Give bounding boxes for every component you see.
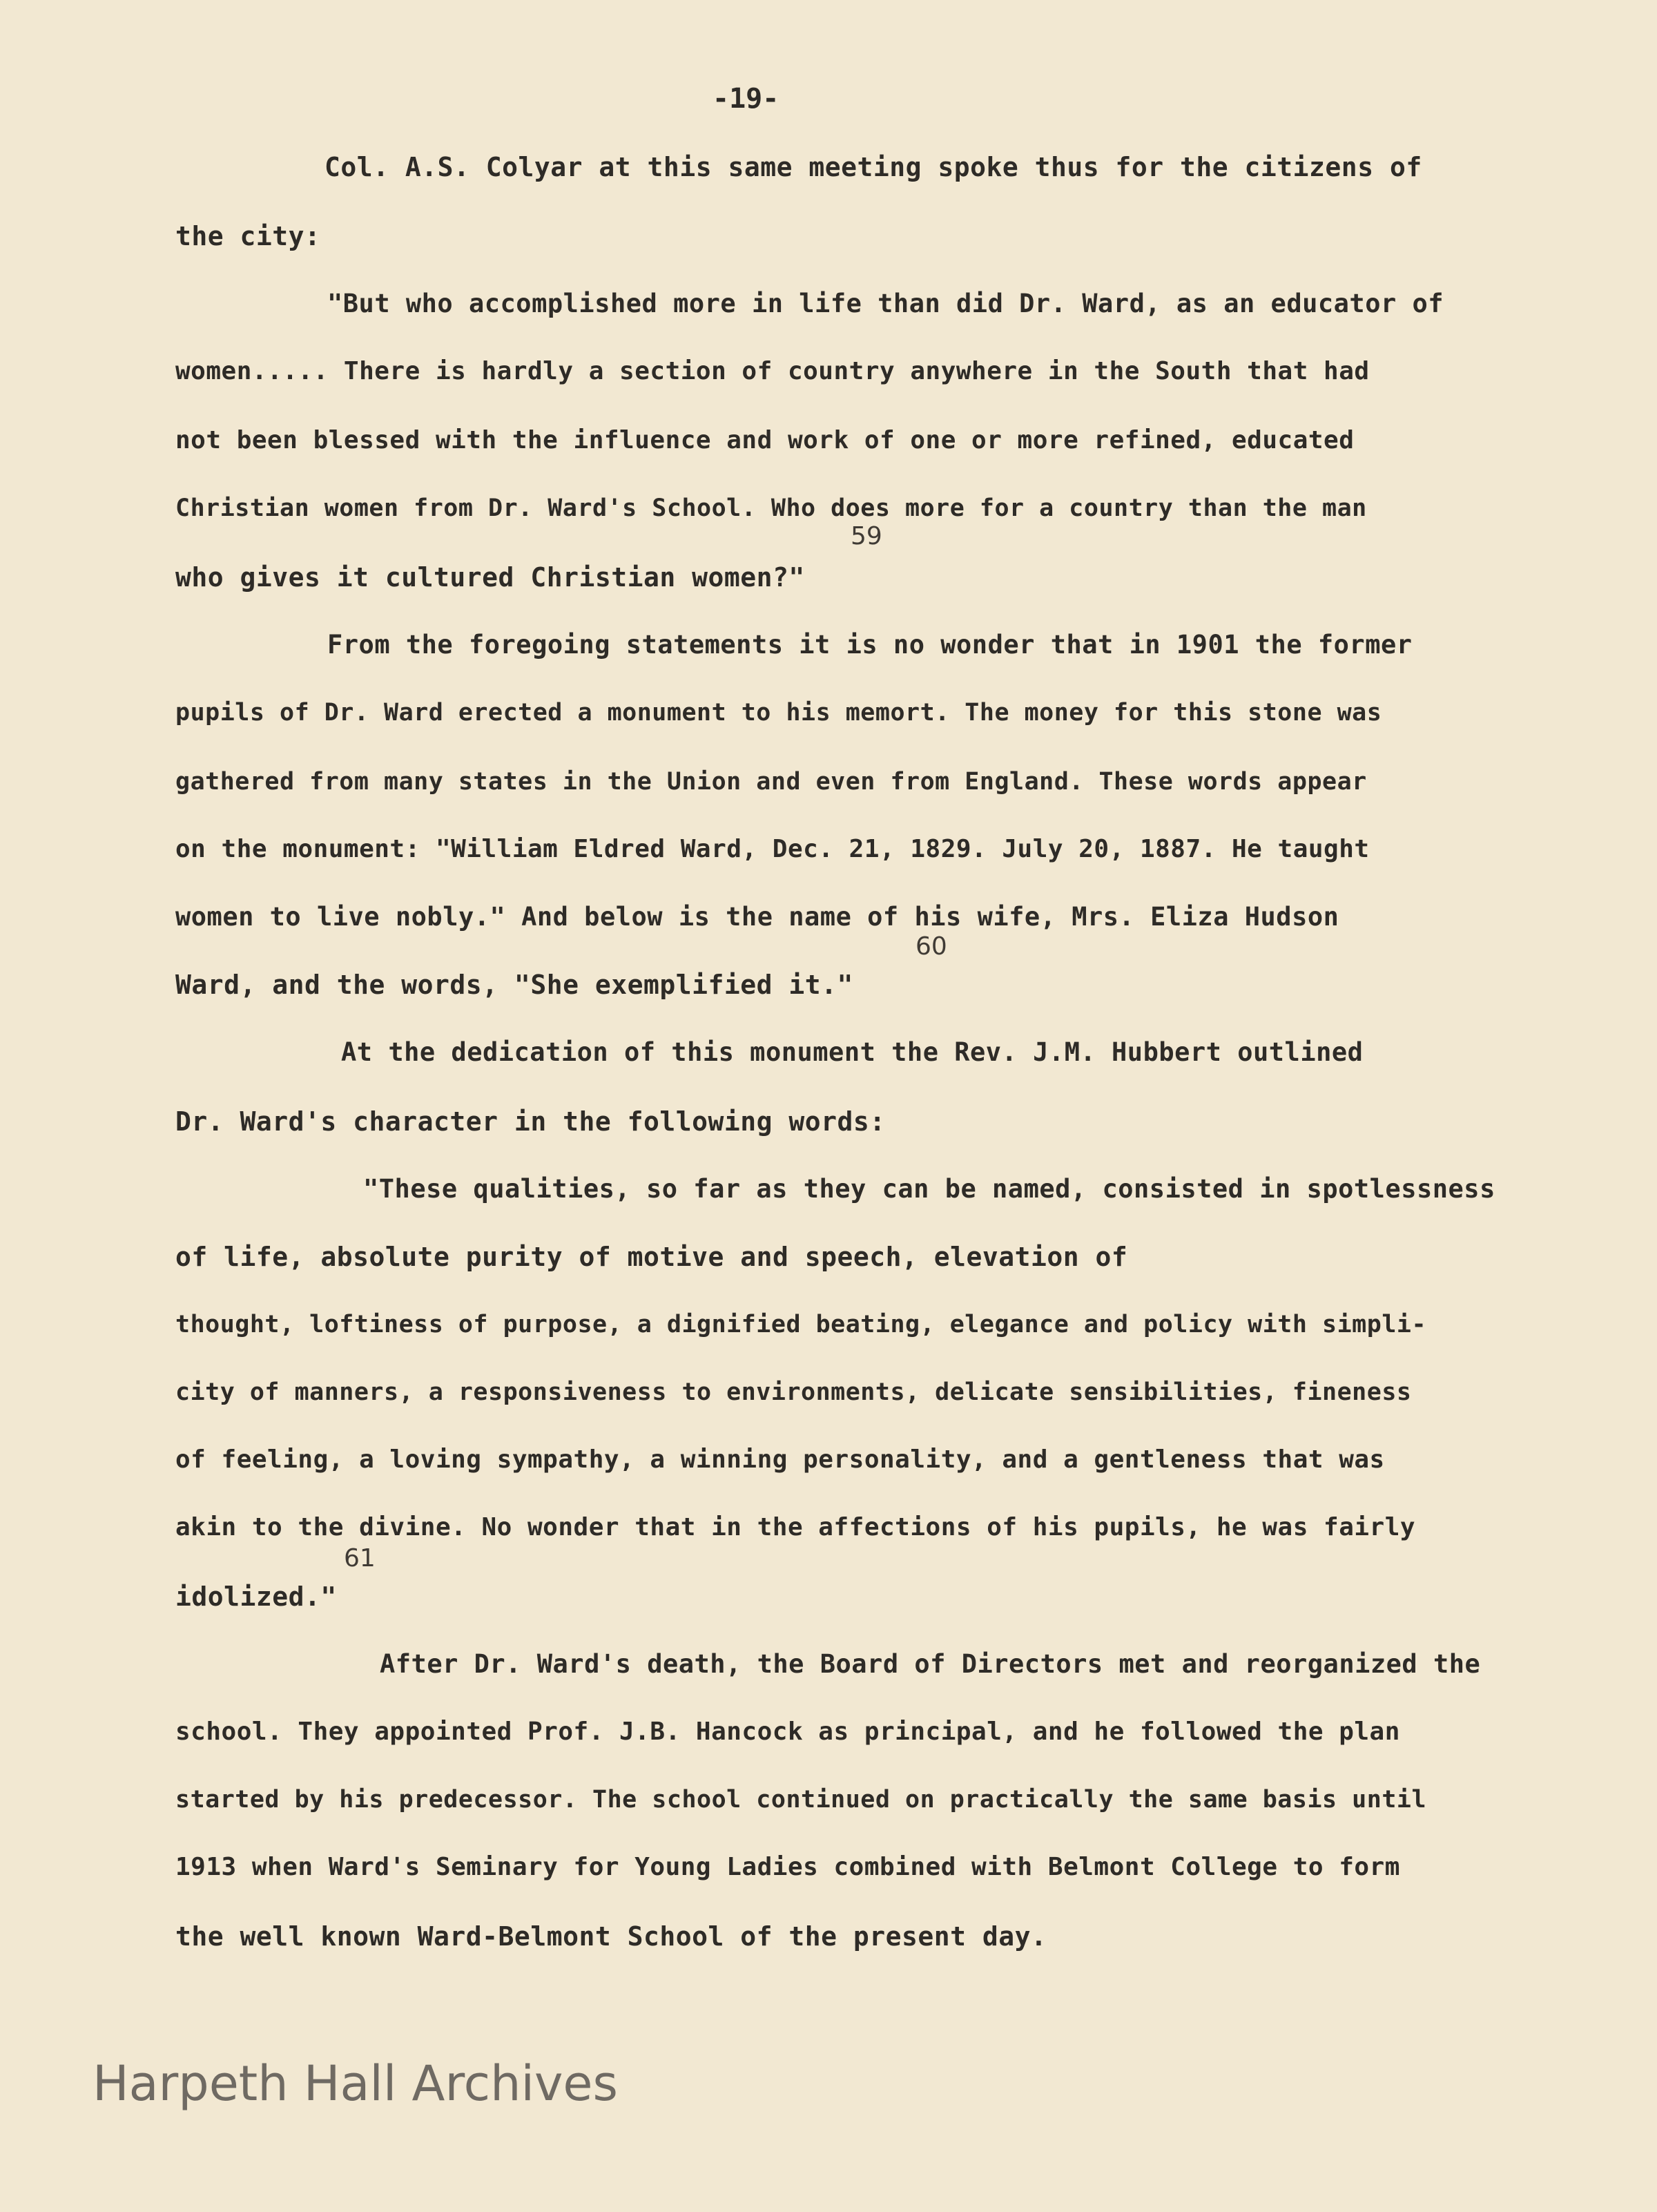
footnote-60: 60 bbox=[915, 932, 947, 961]
text-line: of feeling, a loving sympathy, a winning personality, and a gentleness that was bbox=[175, 1445, 1385, 1474]
text-line: "These qualities, so far as they can be named, consisted in spotlessness bbox=[363, 1174, 1495, 1204]
text-line: Col. A.S. Colyar at this same meeting spoke thus for the citizens of bbox=[324, 152, 1422, 182]
text-line: the city: bbox=[175, 221, 321, 251]
text-line: After Dr. Ward's death, the Board of Directors met and reorganized the bbox=[380, 1649, 1481, 1679]
text-line: Ward, and the words, "She exemplified it." bbox=[175, 970, 853, 1000]
text-line: At the dedication of this monument the Rev. J.M. Hubbert outlined bbox=[341, 1037, 1364, 1067]
archive-watermark: Harpeth Hall Archives bbox=[93, 2055, 618, 2112]
text-line: school. They appointed Prof. J.B. Hancock as principal, and he followed the plan bbox=[175, 1718, 1400, 1746]
text-line: started by his predecessor. The school continued on practically the same basis until bbox=[175, 1786, 1427, 1814]
text-line: not been blessed with the influence and work of one or more refined, educated bbox=[175, 426, 1355, 454]
text-line: "But who accomplished more in life than did Dr. Ward, as an educator of bbox=[327, 289, 1444, 318]
page-number: -19- bbox=[713, 83, 779, 115]
text-line: thought, loftiness of purpose, a dignified beating, elegance and policy with simpli- bbox=[175, 1311, 1427, 1338]
text-line: pupils of Dr. Ward erected a monument to his memort. The money for this stone was bbox=[175, 699, 1382, 727]
text-line: akin to the divine. No wonder that in the affections of his pupils, he was fairly bbox=[175, 1513, 1416, 1541]
text-line: of life, absolute purity of motive and speech, elevation of bbox=[175, 1242, 1128, 1272]
text-line: the well known Ward-Belmont School of the present day. bbox=[175, 1921, 1047, 1952]
footnote-61: 61 bbox=[344, 1544, 376, 1573]
footnote-59: 59 bbox=[851, 522, 882, 550]
text-line: women to live nobly." And below is the name of his wife, Mrs. Eliza Hudson bbox=[175, 902, 1339, 932]
text-line: Christian women from Dr. Ward's School. Who does more for a country than the man bbox=[175, 494, 1367, 522]
text-line: idolized." bbox=[175, 1581, 337, 1612]
text-line: on the monument: "William Eldred Ward, Dec. 21, 1829. July 20, 1887. He taught bbox=[175, 835, 1370, 863]
text-line: women..... There is hardly a section of country anywhere in the South that had bbox=[175, 357, 1370, 385]
text-line: city of manners, a responsiveness to environments, delicate sensibilities, fineness bbox=[175, 1378, 1412, 1406]
text-line: 1913 when Ward's Seminary for Young Ladies combined with Belmont College to form bbox=[175, 1853, 1400, 1881]
text-line: Dr. Ward's character in the following words: bbox=[175, 1106, 886, 1137]
text-line: From the foregoing statements it is no wonder that in 1901 the former bbox=[327, 630, 1413, 660]
text-line: who gives it cultured Christian women?" bbox=[175, 562, 805, 593]
text-line: gathered from many states in the Union and even from England. These words appear bbox=[175, 768, 1367, 796]
